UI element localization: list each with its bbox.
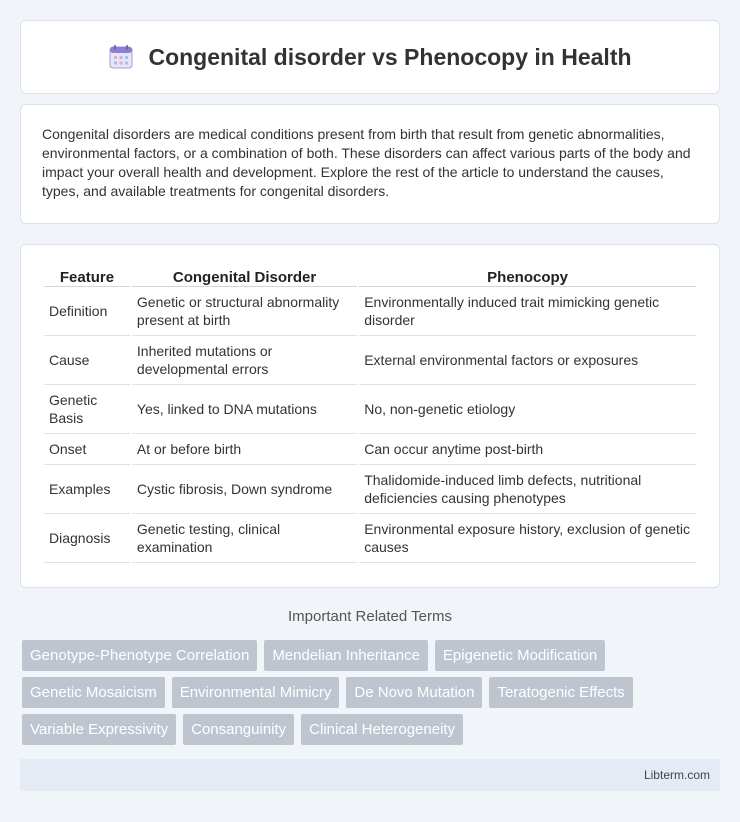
related-terms-list	[22, 640, 722, 745]
table-cell: Yes, linked to DNA mutations	[132, 385, 357, 434]
table-cell: External environmental factors or exposures	[359, 336, 696, 385]
table-cell: Environmental exposure history, exclusion of genetic causes	[359, 514, 696, 563]
related-term-tag[interactable]: Consanguinity	[183, 714, 294, 745]
table-cell: Genetic Basis	[44, 385, 130, 434]
column-header-feature: Feature	[44, 265, 130, 287]
table-cell: Thalidomide-induced limb defects, nutritional deficiencies causing phenotypes	[359, 465, 696, 514]
table-cell: No, non-genetic etiology	[359, 385, 696, 434]
related-term-tag[interactable]: Environmental Mimicry	[172, 677, 340, 708]
intro-text: Congenital disorders are medical conditions present from birth that result from genetic abnormalities, environmental factors, or a combination of both. These disorders can affect various parts of the body and impact your overall health and development. Explore the rest of the article to understand the causes, types, and available treatments for congenital disorders.	[42, 126, 691, 199]
table-cell: Cystic fibrosis, Down syndrome	[132, 465, 357, 514]
footer-site-link[interactable]: Libterm.com	[643, 768, 710, 782]
table-cell: Definition	[44, 287, 130, 336]
header-card	[20, 20, 720, 94]
column-header-congenital-disorder: Congenital Disorder	[132, 265, 357, 287]
table-row	[44, 434, 696, 465]
intro-card	[20, 104, 720, 224]
table-cell: Can occur anytime post-birth	[359, 434, 696, 465]
comparison-table	[42, 265, 698, 563]
table-cell: Onset	[44, 434, 130, 465]
table-cell: Environmentally induced trait mimicking genetic disorder	[359, 287, 696, 336]
table-row	[44, 385, 696, 434]
related-term-tag[interactable]: Clinical Heterogeneity	[301, 714, 463, 745]
table-row	[44, 465, 696, 514]
column-header-phenocopy: Phenocopy	[359, 265, 696, 287]
table-row	[44, 336, 696, 385]
related-term-tag[interactable]: Teratogenic Effects	[489, 677, 632, 708]
table-cell: Genetic testing, clinical examination	[132, 514, 357, 563]
table-row	[44, 514, 696, 563]
page-title: Congenital disorder vs Phenocopy in Health	[148, 43, 632, 70]
related-term-tag[interactable]: Genetic Mosaicism	[22, 677, 165, 708]
table-cell: Inherited mutations or developmental errors	[132, 336, 357, 385]
comparison-table-card	[20, 244, 720, 588]
table-cell: Diagnosis	[44, 514, 130, 563]
related-term-tag[interactable]: Mendelian Inheritance	[264, 640, 428, 671]
footer	[20, 759, 720, 791]
table-cell: Examples	[44, 465, 130, 514]
related-term-tag[interactable]: De Novo Mutation	[346, 677, 482, 708]
calendar-icon	[108, 44, 134, 70]
related-term-tag[interactable]: Genotype-Phenotype Correlation	[22, 640, 257, 671]
table-cell: Cause	[44, 336, 130, 385]
table-cell: At or before birth	[132, 434, 357, 465]
table-cell: Genetic or structural abnormality present at birth	[132, 287, 357, 336]
related-term-tag[interactable]: Variable Expressivity	[22, 714, 176, 745]
table-row	[44, 287, 696, 336]
related-term-tag[interactable]: Epigenetic Modification	[435, 640, 605, 671]
related-terms-title: Important Related Terms	[288, 608, 452, 625]
